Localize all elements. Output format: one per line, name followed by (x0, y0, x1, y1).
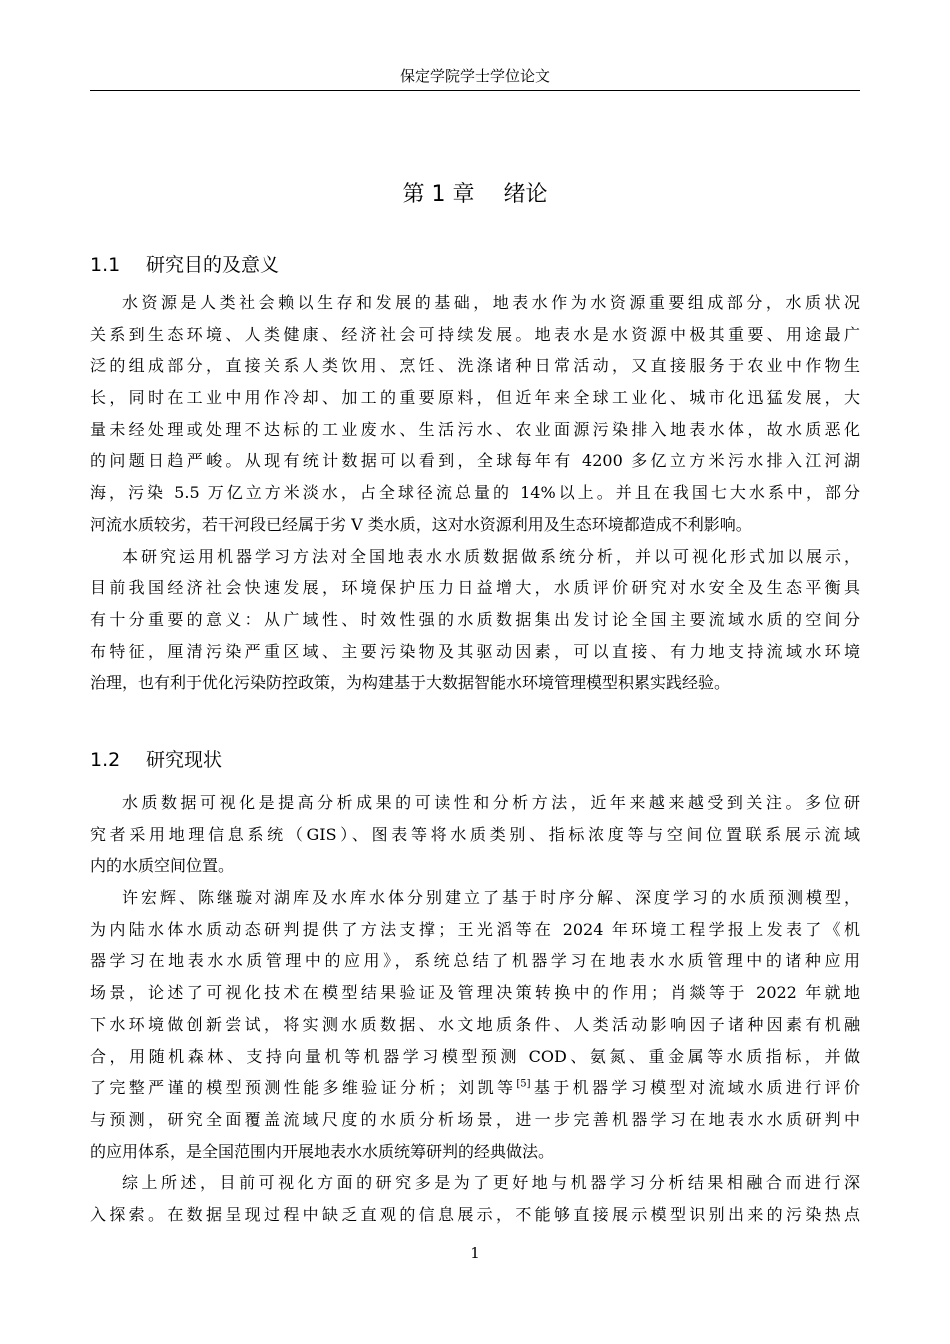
text-line: 入探索。在数据呈现过程中缺乏直观的信息展示，不能够直接展示模型识别出来的污染热点 (90, 1204, 860, 1224)
text-line: 关系到生态环境、人类健康、经济社会可持续发展。地表水是水资源中极其重要、用途最广 (90, 324, 860, 344)
text-line: 量未经处理或处理不达标的工业废水、生活污水、农业面源污染排入地表水体，故水质恶化 (90, 419, 860, 439)
text-line: 有十分重要的意义：从广域性、时效性强的水质数据集出发讨论全国主要流域水质的空间分 (90, 609, 860, 629)
text-line: 内的水质空间位置。 (90, 856, 235, 876)
text-line: 合，用随机森林、支持向量机等机器学习模型预测 COD、氨氮、重金属等水质指标，并做 (90, 1046, 860, 1066)
section-title: 研究现状 (146, 749, 223, 771)
text-line: 泛的组成部分，直接关系人类饮用、烹饪、洗涤诸种日常活动，又直接服务于农业中作物生 (90, 356, 860, 376)
section-body-1-1 (90, 287, 860, 699)
citation-mark: [5] (516, 1078, 531, 1090)
text-fragment: 基于机器学习模型对流域水质进行评价 (530, 1078, 860, 1098)
text-line: 的应用体系，是全国范围内开展地表水水质统筹研判的经典做法。 (90, 1141, 555, 1161)
text-line: 水质数据可视化是提高分析成果的可读性和分析方法，近年来越来越受到关注。多位研 (122, 793, 860, 812)
text-line: 治理，也有利于优化污染防控政策，为构建基于大数据智能水环境管理模型积累实践经验。 (90, 673, 731, 693)
page-header (90, 62, 860, 91)
section-title: 研究目的及意义 (146, 254, 280, 276)
text-line-with-citation (90, 1072, 860, 1104)
section-heading-1-2 (90, 745, 860, 775)
page-number: 1 (470, 1244, 480, 1262)
text-line: 下水环境做创新尝试，将实测水质数据、水文地质条件、人类活动影响因子诸种因素有机融 (90, 1014, 860, 1034)
text-line: 本研究运用机器学习方法对全国地表水水质数据做系统分析，并以可视化形式加以展示， (122, 546, 860, 566)
section-number: 1.1 (90, 254, 121, 276)
text-line: 究者采用地理信息系统（GIS）、图表等将水质类别、指标浓度等与空间位置联系展示流域 (90, 824, 860, 844)
text-line: 为内陆水体水质动态研判提供了方法支撑；王光滔等在 2024 年环境工程学报上发表了《机 (90, 919, 860, 939)
text-line: 河流水质较劣，若干河段已经属于劣 V 类水质，这对水资源利用及生态环境都造成不利影响。 (90, 514, 752, 534)
text-line: 布特征，厘清污染严重区域、主要污染物及其驱动因素，可以直接、有力地支持流域水环境 (90, 641, 860, 661)
text-line: 长，同时在工业中用作冷却、加工的重要原料，但近年来全球工业化、城市化迅猛发展，大 (90, 388, 860, 408)
text-line: 综上所述，目前可视化方面的研究多是为了更好地与机器学习分析结果相融合而进行深 (122, 1173, 860, 1193)
text-line: 水资源是人类社会赖以生存和发展的基础，地表水作为水资源重要组成部分，水质状况 (122, 293, 860, 312)
text-line: 的问题日趋严峻。从现有统计数据可以看到，全球每年有 4200 多亿立方米污水排入江河湖 (90, 451, 860, 471)
section-number: 1.2 (90, 749, 121, 771)
paragraph (90, 1167, 860, 1230)
text-line: 与预测，研究全面覆盖流域尺度的水质分析场景，进一步完善机器学习在地表水水质研判中 (90, 1109, 860, 1129)
text-line: 海，污染 5.5 万亿立方米淡水，占全球径流总量的 14%以上。并且在我国七大水系中，部分 (90, 483, 860, 503)
header-text: 保定学院学士学位论文 (399, 67, 550, 85)
section-heading-1-1 (90, 250, 860, 280)
section-body-1-2 (90, 787, 860, 1231)
paragraph (90, 882, 860, 1167)
text-line: 器学习在地表水水质管理中的应用》，系统总结了机器学习在地表水水质管理中的诸种应用 (90, 951, 860, 971)
text-line: 场景，论述了可视化技术在模型结果验证及管理决策转换中的作用；肖燚等于 2022 年就地 (90, 983, 860, 1003)
paragraph (90, 287, 860, 541)
paragraph (90, 541, 860, 699)
paragraph (90, 787, 860, 882)
text-fragment: 了完整严谨的模型预测性能多维验证分析；刘凯等 (90, 1078, 517, 1098)
chapter-title: 第 1 章 绪论 (402, 182, 548, 207)
text-line: 许宏辉、陈继璇对湖库及水库水体分别建立了基于时序分解、深度学习的水质预测模型， (122, 888, 860, 908)
text-line: 目前我国经济社会快速发展，环境保护压力日益增大，水质评价研究对水安全及生态平衡具 (90, 578, 860, 598)
